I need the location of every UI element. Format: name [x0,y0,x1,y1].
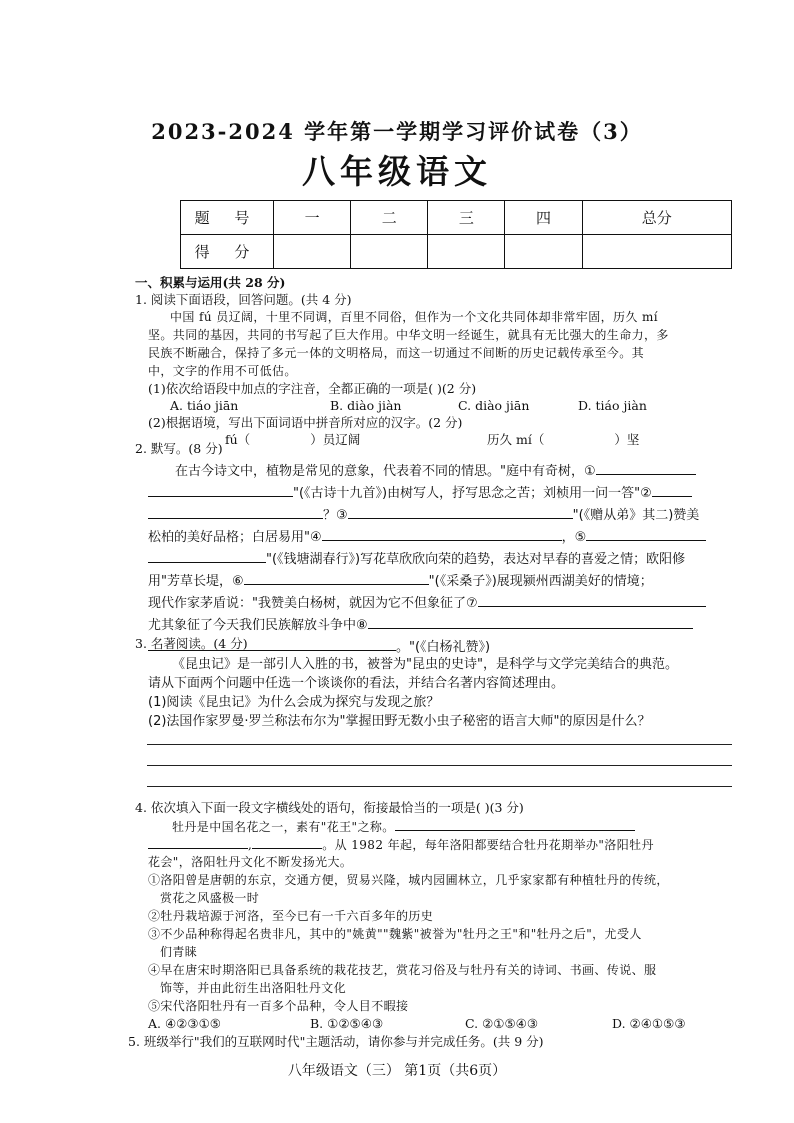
answer-line[interactable] [147,765,732,766]
question-4-option: ④早在唐宋时期洛阳已具备系统的栽花技艺，赏花习俗及与牡丹有关的诗词、书画、传说、服 [148,963,657,977]
question-4-option: 饰等，并由此衍生出洛阳牡丹文化 [160,981,347,995]
fill-in-a-suffix: ）员辽阔 [310,432,361,447]
question-4-option: ⑤宋代洛阳牡丹有一百多个品种，令人目不暇接 [148,999,409,1013]
recite-line [148,483,692,503]
recite-text: 。"(《白杨礼赞》) [396,640,491,655]
recite-text: "(《采桑子》)展现颍州西湖美好的情境； [428,574,653,589]
answer-blank[interactable] [322,527,562,541]
passage-line: 中国 fú 员辽阔，十里不同调，百里不同俗，但作为一个文化共同体却非常牢固，历久 mí [170,310,659,324]
answer-blank[interactable] [348,505,573,519]
score-col-total: 总分 [582,201,731,235]
recite-text: ？③ [323,508,348,523]
score-cell[interactable] [505,235,582,269]
fill-in-a-prefix: fú（ [225,432,251,447]
recite-line [148,527,706,547]
score-cell[interactable] [351,235,428,269]
answer-line[interactable] [147,786,732,787]
score-col-1: 一 [274,201,351,235]
question-4-option: 赏花之风盛极一时 [160,891,260,905]
score-table-row [181,201,732,235]
option-a: A. tiáo jiān [170,398,239,413]
recite-text: "(《钱塘湖春行》)写花草欣欣向荣的趋势，表达对早春的喜爱之情；欧阳修 [266,552,686,567]
recite-line [148,593,706,613]
answer-blank[interactable] [596,461,696,475]
question-4-option: ③不少品种称得起名贵非凡，其中的"姚黄""魏紫"被誉为"牡丹之王"和"牡丹之后"，尤受人 [148,927,642,941]
question-1-sub1: (1)依次给语段中加点的字注音，全都正确的一项是( )(2 分) [148,381,477,396]
question-3-stem: 3. 名著阅读。(4 分) [135,636,248,651]
recite-line [148,615,693,635]
score-table-header: 题 号 [181,201,274,235]
page-footer: 八年级语文（三） 第1页（共6页） [287,1063,507,1079]
question-4-stem: 4. 依次填入下面一段文字横线处的语句，衔接最恰当的一项是( )(3 分) [135,800,524,815]
score-col-3: 三 [428,201,505,235]
section-heading: 一、积累与运用(共 28 分) [135,275,286,290]
question-2-stem: 2. 默写。(8 分) [135,441,223,456]
answer-line[interactable] [147,744,732,745]
answer-blank[interactable] [586,527,706,541]
score-table-row [181,235,732,269]
recite-text: "(《古诗十九首》)由树写人，抒写思念之苦；刘桢用一问一答"② [293,486,652,501]
recite-text: "(《赠从弟》其二)赞美 [572,508,700,523]
choice-b: B. ①②⑤④③ [310,1016,384,1031]
recite-text: 现代作家茅盾说："我赞美白杨树，就因为它不但象征了⑦ [148,596,478,611]
answer-blank[interactable] [148,505,323,519]
recite-text: 用"芳草长堤，⑥ [148,574,244,589]
answer-blank[interactable] [252,835,322,849]
answer-blank[interactable] [244,571,429,585]
passage-line: 坚。共同的基因，共同的书写起了巨大作用。中华文明一经诞生，就具有无比强大的生命力，多 [148,328,669,342]
choice-c: C. ②①⑤④③ [465,1016,539,1031]
score-col-4: 四 [505,201,582,235]
question-1-sub2: (2)根据语境，写出下面词语中拼音所对应的汉字。(2 分) [148,415,463,430]
answer-blank[interactable] [148,549,266,563]
score-table-header: 得 分 [181,235,274,269]
question-4-passage: , 。从 1982 年起，每年洛阳都要结合牡丹花期举办"洛阳牡丹 [148,835,654,854]
passage-line: 中，文字的作用不可低估。 [148,364,297,378]
passage-line: 民族不断融合，保持了多元一体的文明格局，而这一切通过不间断的历史记载传承至今。其 [148,346,645,360]
score-cell[interactable] [582,235,731,269]
answer-blank[interactable] [148,835,248,849]
fill-in-b-prefix: 历久 mí（ [487,432,545,447]
fill-in-a [225,431,360,449]
recite-line [148,505,699,525]
choice-d: D. ②④①⑤③ [612,1016,686,1031]
fill-in-b [487,431,639,449]
recite-line [148,571,653,591]
question-4-option: 们青睐 [160,945,198,959]
question-3-text: 《昆虫记》是一部引人入胜的书，被誉为"昆虫的史诗"，是科学与文学完美结合的典范。 [172,657,678,672]
option-b: B. diào jiàn [330,398,402,413]
recite-line [175,461,696,481]
exam-title: 2023-2024 学年第一学期学习评价试卷（3） [151,119,643,144]
question-4-option: ②牡丹栽培源于河洛，至今已有一千六百多年的历史 [148,909,434,923]
question-3-option-2: (2)法国作家罗曼·罗兰称法布尔为"掌握田野无数小虫子秘密的语言大师"的原因是什么？ [148,714,651,729]
recite-text: 尤其象征了今天我们民族解放斗争中⑧ [148,618,368,633]
answer-blank[interactable] [652,483,692,497]
question-4-passage: 花会"，洛阳牡丹文化不断发扬光大。 [148,855,353,869]
question-4-passage [172,817,635,836]
subject-title: 八年级语文 [302,152,492,191]
score-cell[interactable] [428,235,505,269]
recite-text: 在古今诗文中，植物是常见的意象，代表着不同的情思。"庭中有奇树，① [175,464,596,479]
passage-text: 牡丹是中国名花之一，素有"花王"之称。 [172,820,395,834]
answer-blank[interactable] [148,483,293,497]
choice-a: A. ④②③①⑤ [148,1016,222,1031]
question-3-text: 请从下面两个问题中任选一个谈谈你的看法，并结合名著内容简述理由。 [148,676,565,691]
recite-text: 松柏的美好品格；白居易用"④ [148,530,322,545]
answer-blank[interactable] [368,615,693,629]
recite-text: ，⑤ [561,530,587,545]
option-d: D. tiáo jiàn [578,398,647,413]
answer-blank[interactable] [395,817,635,831]
score-table [180,200,732,269]
option-c: C. diào jiān [458,398,530,413]
question-4-option: ①洛阳曾是唐朝的东京，交通方便，贸易兴隆，城内园圃林立，几乎家家都有种植牡丹的传统， [148,873,669,887]
fill-in-b-suffix: ）坚 [614,432,640,447]
question-3-option-1: (1)阅读《昆虫记》为什么会成为探究与发现之旅？ [148,695,440,710]
score-cell[interactable] [274,235,351,269]
passage-text: 。从 1982 年起，每年洛阳都要结合牡丹花期举办"洛阳牡丹 [322,838,654,852]
score-col-2: 二 [351,201,428,235]
answer-blank[interactable] [478,593,706,607]
recite-line [148,549,685,569]
question-5-stem: 5. 班级举行"我们的互联网时代"主题活动，请你参与并完成任务。(共 9 分) [128,1034,544,1049]
question-1-stem: 1. 阅读下面语段，回答问题。(共 4 分) [135,292,352,307]
